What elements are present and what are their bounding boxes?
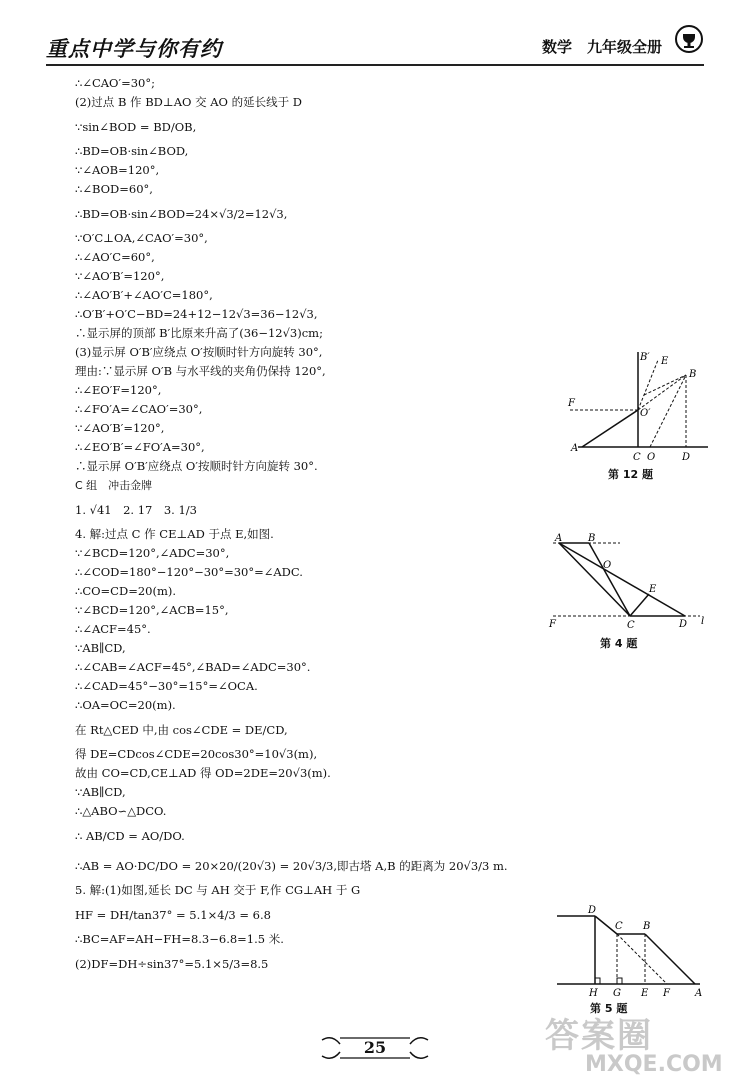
text-line: ∵AB∥CD, — [75, 785, 126, 799]
text-line: ∴显示屏 O′B′应绕点 O′按顺时针方向旋转 30°. — [75, 459, 318, 473]
page-header — [46, 20, 726, 70]
fig12-label: O — [647, 452, 656, 462]
text-line: 理由:∵显示屏 O′B 与水平线的夹角仍保持 120°, — [75, 364, 326, 378]
text-line: ∴∠CAD=45°−30°=15°=∠OCA. — [75, 679, 258, 693]
section-heading: C 组 冲击金牌 — [75, 479, 153, 492]
brand-title: 重点中学与你有约 — [46, 37, 222, 61]
figure-4-diagram — [545, 530, 715, 630]
text-line: ∴OA=OC=20(m). — [75, 698, 176, 712]
text-line: ∵∠AO′B′=120°, — [75, 421, 165, 435]
text-line: ∴∠BOD=60°, — [75, 182, 153, 196]
text-line: ∴BC=AF=AH−FH=8.3−6.8=1.5 米. — [75, 932, 284, 946]
text-line: ∴∠AO′C=60°, — [75, 250, 155, 264]
fig5-label: A — [695, 988, 703, 998]
figure-5-caption: 第 5 题 — [590, 1002, 628, 1015]
text-line: ∵∠AO′B′=120°, — [75, 269, 165, 283]
text-line: ∴显示屏的顶部 B′比原来升高了(36−12√3)cm; — [75, 326, 323, 340]
text-line: ∴∠AO′B′+∠AO′C=180°, — [75, 288, 213, 302]
text-line: ∴△ABO∽△DCO. — [75, 804, 167, 818]
text-line: ∴∠EO′F=120°, — [75, 383, 162, 397]
text-line: ∵∠AOB=120°, — [75, 163, 160, 177]
text-line: ∵sin∠BOD = BD/OB, — [75, 120, 197, 134]
fig4-label: O — [603, 560, 612, 571]
fig12-label: E — [661, 356, 669, 367]
text-line: 1. √41 2. 17 3. 1/3 — [75, 503, 197, 517]
text-line: ∴CO=CD=20(m). — [75, 584, 177, 598]
header-rule — [46, 64, 704, 66]
text-line: ∴BD=OB·sin∠BOD, — [75, 144, 189, 158]
fig5-label: D — [588, 905, 597, 916]
text-line: ∵O′C⊥OA,∠CAO′=30°, — [75, 231, 208, 245]
fig4-label: B — [588, 533, 596, 544]
fig12-label: F — [568, 398, 575, 409]
solution-text — [75, 74, 545, 979]
text-line: 5. 解:(1)如图,延长 DC 与 AH 交于 F,作 CG⊥AH 于 G — [75, 883, 361, 897]
text-line: ∴AB = AO·DC/DO = 20×20/(20√3) = 20√3/3,即古塔 A,B 的距离为 20√3/3 m. — [75, 859, 508, 873]
text-line: ∵∠BCD=120°,∠ADC=30°, — [75, 546, 230, 560]
fig5-label: H — [589, 988, 598, 998]
fig12-label: A — [571, 443, 579, 454]
text-line: ∴O′B′+O′C−BD=24+12−12√3=36−12√3, — [75, 307, 318, 321]
watermark: 答案圈 — [545, 1016, 653, 1056]
text-line: ∴∠CAO′=30°; — [75, 76, 155, 90]
text-line: ∴∠COD=180°−120°−30°=30°=∠ADC. — [75, 565, 303, 579]
fig12-label: O′ — [640, 408, 651, 419]
trophy-logo-icon — [674, 24, 704, 54]
fig5-label: F — [663, 988, 670, 998]
figure-4 — [545, 530, 715, 630]
text-line: 4. 解:过点 C 作 CE⊥AD 于点 E,如图. — [75, 527, 274, 541]
text-line: (3)显示屏 O′B′应绕点 O′按顺时针方向旋转 30°, — [75, 345, 323, 359]
subject-label: 数学 九年级全册 — [541, 38, 662, 56]
text-line: 得 DE=CDcos∠CDE=20cos30°=10√3(m), — [75, 747, 318, 761]
text-line: 故由 CO=CD,CE⊥AD 得 OD=2DE=20√3(m). — [75, 766, 331, 780]
page-number: 25 — [363, 1038, 387, 1057]
fig5-label: E — [641, 988, 649, 998]
figure-5 — [555, 902, 715, 998]
fig4-label: A — [555, 533, 563, 544]
figure-5-diagram — [555, 902, 715, 998]
watermark-url: MXQE.COM — [585, 1052, 723, 1077]
figure-4-caption: 第 4 题 — [600, 637, 638, 650]
fig12-label: B′ — [640, 352, 650, 363]
fig5-label: G — [613, 988, 621, 998]
fig5-label: B — [643, 921, 651, 932]
fig12-label: D — [682, 452, 691, 462]
fig4-label: l — [701, 616, 705, 627]
fig12-label: B — [689, 369, 697, 380]
figure-12 — [560, 350, 720, 462]
text-line: ∵AB∥CD, — [75, 641, 126, 655]
figure-12-diagram — [560, 350, 720, 462]
text-line: ∵∠BCD=120°,∠ACB=15°, — [75, 603, 229, 617]
text-line: HF = DH/tan37° = 5.1×4/3 = 6.8 — [75, 908, 271, 922]
fig12-label: C — [633, 452, 641, 462]
fig5-label: C — [615, 921, 623, 932]
text-line: ∴∠FO′A=∠CAO′=30°, — [75, 402, 203, 416]
fig4-label: E — [649, 584, 657, 595]
fig4-label: D — [679, 619, 688, 630]
text-line: ∴BD=OB·sin∠BOD=24×√3/2=12√3, — [75, 207, 288, 221]
text-line: ∴∠CAB=∠ACF=45°,∠BAD=∠ADC=30°. — [75, 660, 311, 674]
text-line: 在 Rt△CED 中,由 cos∠CDE = DE/CD, — [75, 723, 288, 737]
text-line: (2)DF=DH÷sin37°=5.1×5/3=8.5 — [75, 957, 269, 971]
text-line: (2)过点 B 作 BD⊥AO 交 AO 的延长线于 D — [75, 95, 303, 109]
fig4-label: F — [549, 619, 556, 630]
text-line: ∴∠EO′B′=∠FO′A=30°, — [75, 440, 205, 454]
fig4-label: C — [627, 620, 635, 630]
figure-12-caption: 第 12 题 — [608, 468, 653, 481]
text-line: ∴∠ACF=45°. — [75, 622, 151, 636]
text-line: ∴ AB/CD = AO/DO. — [75, 829, 185, 843]
